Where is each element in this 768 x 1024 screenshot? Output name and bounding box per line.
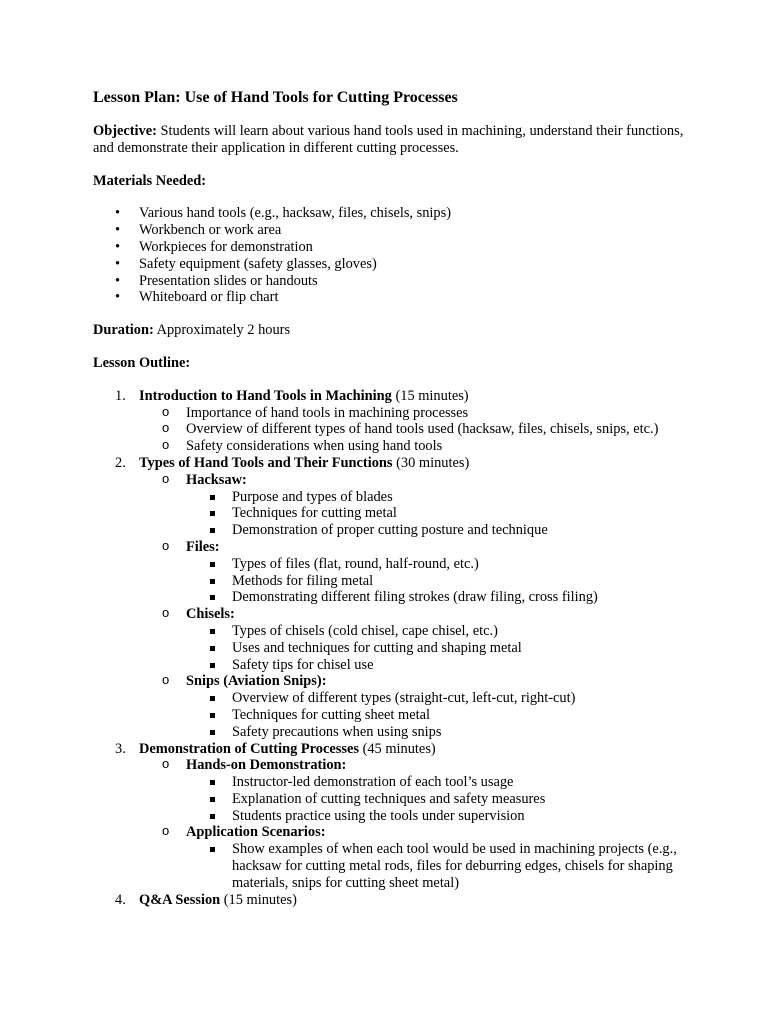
list-item: Demonstration of proper cutting posture and technique bbox=[186, 522, 693, 539]
section-title: Introduction to Hand Tools in Machining bbox=[139, 387, 392, 404]
duration-label: Duration: bbox=[93, 322, 154, 339]
circle-bullet-icon: o bbox=[162, 403, 170, 419]
group-title: Hands-on Demonstration: bbox=[186, 757, 347, 774]
square-bullet-icon bbox=[210, 663, 215, 668]
list-item: Safety tips for chisel use bbox=[186, 657, 693, 674]
list-item: Safety precautions when using snips bbox=[186, 724, 693, 741]
sub-list bbox=[139, 405, 693, 455]
circle-bullet-icon: o bbox=[162, 756, 170, 772]
list-item: Overview of different types (straight-cut, left-cut, right-cut) bbox=[186, 690, 693, 707]
square-bullet-icon bbox=[210, 713, 215, 718]
outline-section bbox=[93, 741, 693, 892]
list-item: Demonstrating different filing strokes (draw filing, cross filing) bbox=[186, 589, 693, 606]
outline-section bbox=[93, 892, 693, 909]
group-title: Files: bbox=[186, 538, 220, 555]
document-page bbox=[93, 88, 693, 908]
tool-group bbox=[139, 757, 693, 824]
list-item: • Workbench or work area bbox=[93, 222, 693, 239]
sub-list bbox=[139, 757, 693, 891]
circle-bullet-icon: o bbox=[162, 672, 170, 688]
objective-text: Students will learn about various hand tools used in machining, understand their functions, and demonstrate their application in different cutting processes. bbox=[93, 123, 684, 156]
outline-section bbox=[93, 388, 693, 455]
square-bullet-icon bbox=[210, 495, 215, 500]
section-title: Q&A Session bbox=[139, 891, 221, 908]
list-item: Techniques for cutting metal bbox=[186, 505, 693, 522]
duration-paragraph bbox=[93, 322, 693, 339]
list-item: Purpose and types of blades bbox=[186, 489, 693, 506]
circle-bullet-icon: o bbox=[162, 420, 170, 436]
circle-bullet-icon: o bbox=[162, 605, 170, 621]
square-bullet-icon bbox=[210, 511, 215, 516]
duration-text: Approximately 2 hours bbox=[153, 322, 291, 339]
list-item: • Various hand tools (e.g., hacksaw, files, chisels, snips) bbox=[93, 205, 693, 222]
list-item: Types of chisels (cold chisel, cape chisel, etc.) bbox=[186, 623, 693, 640]
materials-list bbox=[93, 205, 693, 306]
circle-bullet-icon: o bbox=[162, 823, 170, 839]
square-bullet-icon bbox=[210, 797, 215, 802]
objective-paragraph bbox=[93, 123, 693, 157]
list-item: Show examples of when each tool would be used in machining projects (e.g., hacksaw for cutting metal rods, files for deburring edges, chisels for shaping materials, snips for cutting sheet metal) bbox=[186, 841, 693, 891]
tool-group bbox=[139, 824, 693, 891]
section-number: 4. bbox=[115, 891, 126, 908]
square-bullet-icon bbox=[210, 847, 215, 852]
square-bullet-icon bbox=[210, 562, 215, 567]
outline-section bbox=[93, 455, 693, 741]
group-title: Application Scenarios: bbox=[186, 824, 326, 841]
square-bullet-icon bbox=[210, 780, 215, 785]
group-title: Chisels: bbox=[186, 606, 235, 623]
list-item: Explanation of cutting techniques and safety measures bbox=[186, 791, 693, 808]
square-bullet-icon bbox=[210, 595, 215, 600]
lesson-outline bbox=[93, 388, 693, 909]
list-item: o Importance of hand tools in machining processes bbox=[162, 403, 469, 421]
circle-bullet-icon: o bbox=[162, 470, 170, 486]
section-title: Types of Hand Tools and Their Functions bbox=[139, 454, 393, 471]
list-item: o Safety considerations when using hand tools bbox=[162, 437, 443, 455]
list-item: Techniques for cutting sheet metal bbox=[186, 707, 693, 724]
section-title: Demonstration of Cutting Processes bbox=[139, 740, 359, 757]
square-bullet-icon bbox=[210, 696, 215, 701]
section-number: 2. bbox=[115, 454, 126, 471]
section-time: (15 minutes) bbox=[391, 387, 469, 404]
square-bullet-icon bbox=[210, 646, 215, 651]
section-number: 3. bbox=[115, 740, 126, 757]
tool-group bbox=[139, 539, 693, 606]
list-item: • Presentation slides or handouts bbox=[93, 273, 693, 290]
document-title: Lesson Plan: Use of Hand Tools for Cutting Processes bbox=[93, 89, 458, 106]
detail-list bbox=[186, 774, 693, 824]
list-item: Students practice using the tools under supervision bbox=[186, 808, 693, 825]
detail-list bbox=[186, 623, 693, 673]
circle-bullet-icon: o bbox=[162, 437, 170, 453]
objective-label: Objective: bbox=[93, 123, 157, 139]
materials-heading: Materials Needed: bbox=[93, 172, 207, 189]
tool-group bbox=[139, 472, 693, 539]
sub-list bbox=[139, 472, 693, 741]
tool-group bbox=[139, 673, 693, 740]
list-item: • Whiteboard or flip chart bbox=[93, 289, 693, 306]
list-item: Instructor-led demonstration of each tool’s usage bbox=[186, 774, 693, 791]
outline-heading: Lesson Outline: bbox=[93, 354, 191, 371]
circle-bullet-icon: o bbox=[162, 537, 170, 553]
square-bullet-icon bbox=[210, 730, 215, 735]
square-bullet-icon bbox=[210, 579, 215, 584]
section-time: (15 minutes) bbox=[220, 891, 297, 908]
section-number: 1. bbox=[115, 387, 126, 404]
detail-list bbox=[186, 489, 693, 539]
detail-list bbox=[186, 841, 693, 891]
list-item: Uses and techniques for cutting and shaping metal bbox=[186, 640, 693, 657]
section-time: (30 minutes) bbox=[392, 454, 470, 471]
list-item: Types of files (flat, round, half-round, etc.) bbox=[186, 556, 693, 573]
group-title: Hacksaw: bbox=[186, 471, 247, 488]
square-bullet-icon bbox=[210, 629, 215, 634]
section-time: (45 minutes) bbox=[358, 740, 436, 757]
tool-group bbox=[139, 606, 693, 673]
detail-list bbox=[186, 556, 693, 606]
group-title: Snips (Aviation Snips): bbox=[186, 673, 327, 690]
list-item: • Workpieces for demonstration bbox=[93, 239, 693, 256]
square-bullet-icon bbox=[210, 814, 215, 819]
list-item: o Overview of different types of hand tools used (hacksaw, files, chisels, snips, etc.) bbox=[162, 420, 659, 438]
detail-list bbox=[186, 690, 693, 740]
square-bullet-icon bbox=[210, 528, 215, 533]
list-item: • Safety equipment (safety glasses, gloves) bbox=[93, 256, 693, 273]
list-item: Methods for filing metal bbox=[186, 573, 693, 590]
